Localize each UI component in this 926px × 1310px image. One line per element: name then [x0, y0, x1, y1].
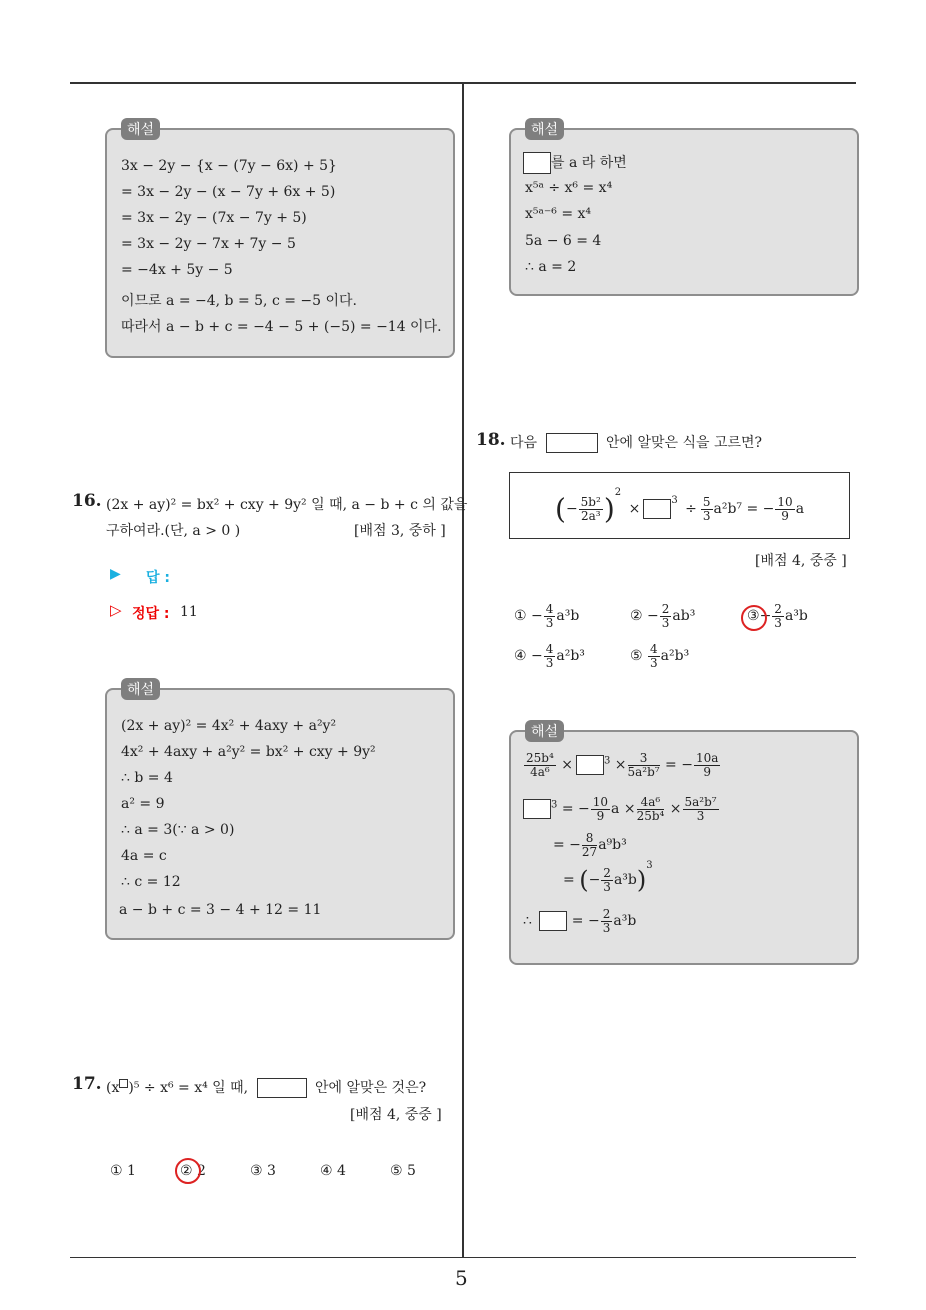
fraction: [544, 603, 556, 629]
fraction: [579, 496, 603, 522]
denominator: 3: [603, 879, 611, 894]
answer-blank-box: [257, 1078, 307, 1098]
numerator: 25b⁴: [526, 751, 554, 765]
selected-answer-circle: [741, 605, 767, 631]
q17-choice[interactable]: ⑤ 5: [390, 1163, 416, 1179]
fraction: [694, 752, 720, 778]
left-paren: (: [579, 866, 589, 894]
denominator: 9: [703, 764, 712, 779]
solution-box-15: [105, 122, 455, 358]
choice-mark: ④: [514, 648, 527, 665]
solution-line: [523, 152, 627, 174]
solution-line: ∴ a = 3(∵ a > 0): [121, 822, 235, 838]
solution-line: = 3x − 2y − (7x − 7y + 5): [121, 210, 307, 226]
solution-line: a − b + c = 3 − 4 + 12 = 11: [119, 902, 322, 918]
denominator: 5a²b⁷: [627, 764, 660, 779]
question-number-18: 18.: [476, 430, 506, 450]
fraction: [660, 603, 672, 629]
right-paren: ): [603, 492, 615, 526]
right-paren: ): [636, 866, 647, 894]
row-tail: a³b: [613, 872, 637, 888]
question-16-score: [배점 3, 중하 ]: [354, 523, 446, 539]
exponent: 2: [614, 487, 622, 498]
numerator: 5a²b⁷: [684, 795, 717, 809]
q18-choice-1[interactable]: ① − $\frac{4}{3}$ a³b: [514, 602, 580, 630]
numerator: 4a⁶: [637, 796, 665, 810]
bottom-rule: [70, 1257, 856, 1258]
numerator: 2: [603, 865, 611, 880]
page-number: 5: [455, 1266, 468, 1290]
question-number-17: 17.: [72, 1074, 102, 1094]
numerator: 3: [628, 752, 660, 766]
numerator: 10: [592, 795, 609, 809]
fraction: [601, 867, 613, 893]
denominator: 3: [696, 808, 705, 823]
answer-label: 답 :: [146, 570, 170, 586]
column-divider: [462, 84, 464, 1258]
choice-mark: ③: [747, 608, 760, 625]
solution-line: x⁵ᵃ ÷ x⁶ = x⁴: [525, 180, 613, 196]
fraction: [524, 752, 556, 778]
q17-text-c: 안에 알맞은 것은?: [315, 1080, 427, 1096]
choice-mark: ②: [630, 608, 643, 625]
solution-line: ∴ = − $\frac{2}{3}$ a³b: [523, 907, 637, 935]
equation-mid: a²b⁷ = −: [713, 501, 775, 517]
denominator: 2a³: [580, 508, 601, 523]
solution-line: 5a − 6 = 4: [525, 233, 602, 249]
solution-tag: 해설: [121, 678, 160, 700]
numerator: 5b²: [580, 494, 601, 509]
solution-line: 4x² + 4axy + a²y² = bx² + cxy + 9y²: [121, 744, 376, 760]
question-number-16: 16.: [72, 491, 102, 511]
denominator: 25b⁴: [636, 808, 665, 823]
divide-sign: ÷: [685, 501, 697, 517]
numerator: 2: [602, 907, 611, 921]
choice-tail: a³b: [556, 608, 580, 625]
answer-blank-box: [546, 433, 598, 453]
small-blank-box: [119, 1079, 128, 1088]
denominator: 3: [661, 615, 670, 630]
solution-line: ∴ b = 4: [121, 770, 173, 786]
q17-choice[interactable]: ② 2: [180, 1163, 206, 1179]
solution-line: ∴ a = 2: [525, 259, 577, 275]
choice-tail: a³b: [784, 608, 808, 625]
denominator: 3: [545, 615, 554, 630]
question-18-score: [배점 4, 중중 ]: [755, 553, 847, 569]
solution-line: 4a = c: [121, 848, 167, 864]
answer-arrow-icon: ▶: [110, 566, 121, 582]
solution-line: 3x − 2y − {x − (7y − 6x) + 5}: [121, 158, 337, 174]
correct-label: 정답 :: [132, 606, 170, 622]
exponent: 3: [646, 860, 653, 871]
numerator: 4: [545, 642, 554, 656]
exponent: 3: [551, 799, 558, 811]
question-18-text: [510, 432, 762, 453]
q18-choice-4[interactable]: ④ − $\frac{4}{3}$ a²b³: [514, 642, 585, 670]
q17-text-b: )⁵ ÷ x⁶ = x⁴ 일 때,: [128, 1080, 249, 1096]
denominator: 3: [650, 655, 658, 670]
numerator: 2: [774, 602, 782, 616]
choice-mark: ①: [514, 608, 527, 625]
choice-tail: a²b³: [660, 648, 690, 665]
question-17-text: [106, 1077, 426, 1098]
fraction: [544, 643, 556, 669]
equation-end: a: [795, 501, 805, 517]
row-tail: a³b: [613, 913, 637, 930]
fraction: [772, 603, 784, 629]
solution-line: = − $\frac{8}{27}$ a⁹b³: [553, 831, 627, 859]
q18-choice-3[interactable]: ③− $\frac{2}{3}$ a³b: [747, 602, 808, 630]
numerator: 8: [582, 832, 597, 846]
solution-line: ∴ c = 12: [121, 874, 181, 890]
choice-mark: ⑤: [630, 648, 643, 665]
solution-box-16: [105, 682, 455, 940]
numerator: 10a: [695, 751, 719, 765]
exponent: 3: [671, 495, 678, 506]
numerator: 4: [650, 642, 658, 656]
fraction: [582, 832, 597, 858]
solution-line: (2x + ay)² = 4x² + 4axy + a²y²: [121, 718, 337, 734]
denominator: 3: [545, 655, 554, 670]
selected-answer-circle: [175, 1158, 201, 1184]
q18-text-a: 다음: [510, 435, 538, 451]
blank-box: [643, 499, 671, 519]
q17-choice[interactable]: ③ 3: [250, 1163, 276, 1179]
blank-box: [523, 152, 551, 174]
exponent: 3: [603, 755, 611, 767]
fraction: [637, 796, 665, 822]
denominator: 4a⁶: [530, 764, 550, 779]
solution-line: $\frac{\text{25b⁴}}{\text{4a⁶}}$ × $^3$ × $\frac{3}{\text{5a²b⁷}}$ = − $\frac{10a}{9}$: [526, 751, 719, 779]
question-16-text-line2: 구하여라.(단, a > 0 ): [106, 523, 241, 539]
numerator: 10: [777, 494, 793, 509]
solution-line: = −4x + 5y − 5: [121, 262, 233, 278]
solution-box-17: [509, 122, 859, 296]
numerator: 4: [545, 602, 554, 616]
blank-box: [539, 911, 567, 931]
q17-choice[interactable]: ④ 4: [320, 1163, 346, 1179]
denominator: 9: [781, 508, 789, 523]
q17-choice[interactable]: ① 1: [110, 1163, 136, 1179]
denominator: 3: [774, 615, 782, 630]
question-17-score: [배점 4, 중중 ]: [350, 1107, 442, 1123]
solution-line: = (− $\frac{2}{3}$ a³b)$^3$: [563, 860, 653, 894]
times-sign: ×: [628, 501, 641, 517]
solution-line: 따라서 a − b + c = −4 − 5 + (−5) = −14 이다.: [121, 319, 442, 335]
fraction: [701, 496, 713, 522]
solution-tag: 해설: [121, 118, 160, 140]
fraction: [628, 752, 660, 778]
fraction: [648, 643, 660, 669]
numerator: 2: [661, 602, 670, 616]
q18-text-b: 안에 알맞은 식을 고르면?: [605, 435, 763, 451]
solution-tag: 해설: [525, 720, 564, 742]
fraction: [683, 796, 719, 822]
row-tail: a⁹b³: [598, 837, 627, 854]
blank-box: [523, 799, 551, 819]
sol17-line1-text: 를 a 라 하면: [551, 155, 627, 171]
q18-choice-2[interactable]: ② − $\frac{2}{3}$ ab³: [630, 602, 696, 630]
solution-line: = 3x − 2y − (x − 7y + 6x + 5): [121, 184, 336, 200]
solution-box-18: [509, 724, 859, 965]
solution-line: $^3$ = − $\frac{10}{9}$ a × $\frac{\text{4a⁶}}{\text{25b⁴}}$ × $\frac{\text{5a²b⁷}}{3}$: [523, 796, 720, 822]
correct-value: 11: [180, 604, 198, 620]
left-paren: (: [555, 492, 566, 526]
choice-tail: ab³: [672, 608, 696, 625]
equation-frame: [509, 472, 850, 539]
denominator: 9: [596, 808, 605, 823]
denominator: 3: [702, 508, 711, 523]
solution-tag: 해설: [525, 118, 564, 140]
blank-box: [576, 755, 604, 775]
fraction: [591, 796, 610, 822]
equation: (− $\frac{\text{5b²}}{\text{2a³}}$ )$^2$ ×$^3$ ÷ $\frac{5}{3}$ a²b⁷ = − $\frac{10}{9}$ a: [555, 487, 805, 526]
question-16-text-line1: (2x + ay)² = bx² + cxy + 9y² 일 때, a − b + c 의 값을: [106, 497, 468, 513]
choice-tail: a²b³: [556, 648, 585, 665]
fraction: [601, 908, 613, 934]
q18-choice-5[interactable]: [630, 643, 689, 669]
correct-arrow-icon: ▷: [110, 601, 122, 619]
solution-line: x⁵ᵃ⁻⁶ = x⁴: [525, 206, 592, 222]
denominator: 27: [581, 844, 598, 859]
fraction: [775, 496, 794, 522]
solution-line: = 3x − 2y − 7x + 7y − 5: [121, 236, 296, 252]
solution-line: a² = 9: [121, 796, 165, 812]
solution-line: 이므로 a = −4, b = 5, c = −5 이다.: [121, 293, 357, 309]
numerator: 5: [702, 494, 711, 509]
denominator: 3: [602, 920, 611, 935]
q17-text-a: (x: [106, 1080, 120, 1096]
